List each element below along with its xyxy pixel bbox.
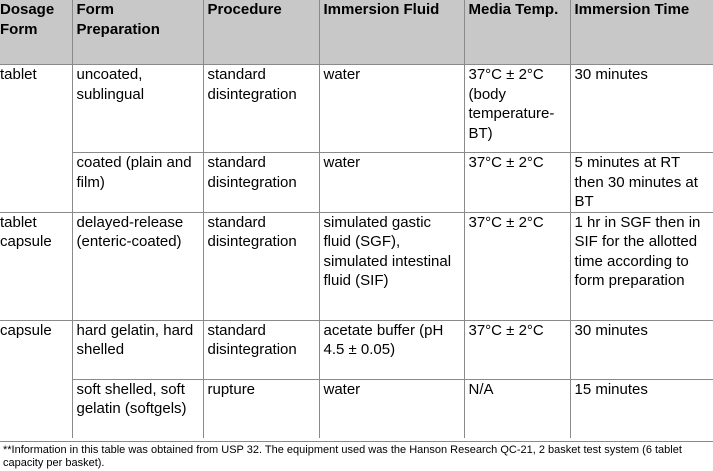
- cell-dosage-form: tablet: [0, 65, 72, 153]
- table-row: [0, 212, 713, 320]
- table-footnote: **Information in this table was obtained from USP 32. The equipment used was the Hanson Research QC-21, 2 basket test system (6 tablet capacity per basket).: [3, 444, 682, 469]
- cell-form-preparation: hard gelatin, hard shelled: [72, 320, 203, 379]
- cell-form-preparation: delayed-release (enteric-coated): [72, 212, 203, 320]
- cell-procedure: standard disintegration: [203, 65, 319, 153]
- header-media-temp: Media Temp.: [464, 0, 570, 65]
- header-dosage-form: Dosage Form: [0, 0, 72, 65]
- header-immersion-time: Immersion Time: [570, 0, 713, 65]
- table-row: [0, 153, 713, 213]
- table-row: [0, 320, 713, 379]
- table-row: [0, 379, 713, 438]
- footnote-divider: [0, 441, 713, 442]
- cell-media-temp: N/A: [464, 379, 570, 438]
- cell-immersion-time: 5 minutes at RT then 30 minutes at BT: [570, 153, 713, 213]
- cell-immersion-fluid: acetate buffer (pH 4.5 ± 0.05): [319, 320, 464, 379]
- table-row: [0, 65, 713, 153]
- header-immersion-fluid: Immersion Fluid: [319, 0, 464, 65]
- cell-immersion-fluid: water: [319, 153, 464, 213]
- cell-procedure: standard disintegration: [203, 320, 319, 379]
- cell-immersion-fluid: simulated gastic fluid (SGF), simulated intestinal fluid (SIF): [319, 212, 464, 320]
- cell-media-temp: 37°C ± 2°C: [464, 320, 570, 379]
- cell-immersion-time: 1 hr in SGF then in SIF for the allotted time according to form preparation: [570, 212, 713, 320]
- header-procedure: Procedure: [203, 0, 319, 65]
- cell-immersion-time: 15 minutes: [570, 379, 713, 438]
- header-form-preparation: Form Preparation: [72, 0, 203, 65]
- cell-dosage-form: capsule: [0, 320, 72, 379]
- cell-procedure: standard disintegration: [203, 153, 319, 213]
- cell-immersion-time: 30 minutes: [570, 320, 713, 379]
- cell-dosage-form: [0, 379, 72, 438]
- cell-procedure: standard disintegration: [203, 212, 319, 320]
- cell-form-preparation: uncoated, sublingual: [72, 65, 203, 153]
- cell-dosage-form: tablet capsule: [0, 212, 72, 320]
- cell-dosage-form: [0, 153, 72, 213]
- header-row: [0, 0, 713, 65]
- cell-immersion-fluid: water: [319, 65, 464, 153]
- cell-form-preparation: coated (plain and film): [72, 153, 203, 213]
- cell-media-temp: 37°C ± 2°C (body temperature-BT): [464, 65, 570, 153]
- cell-procedure: rupture: [203, 379, 319, 438]
- cell-immersion-time: 30 minutes: [570, 65, 713, 153]
- cell-immersion-fluid: water: [319, 379, 464, 438]
- cell-media-temp: 37°C ± 2°C: [464, 153, 570, 213]
- cell-form-preparation: soft shelled, soft gelatin (softgels): [72, 379, 203, 438]
- cell-media-temp: 37°C ± 2°C: [464, 212, 570, 320]
